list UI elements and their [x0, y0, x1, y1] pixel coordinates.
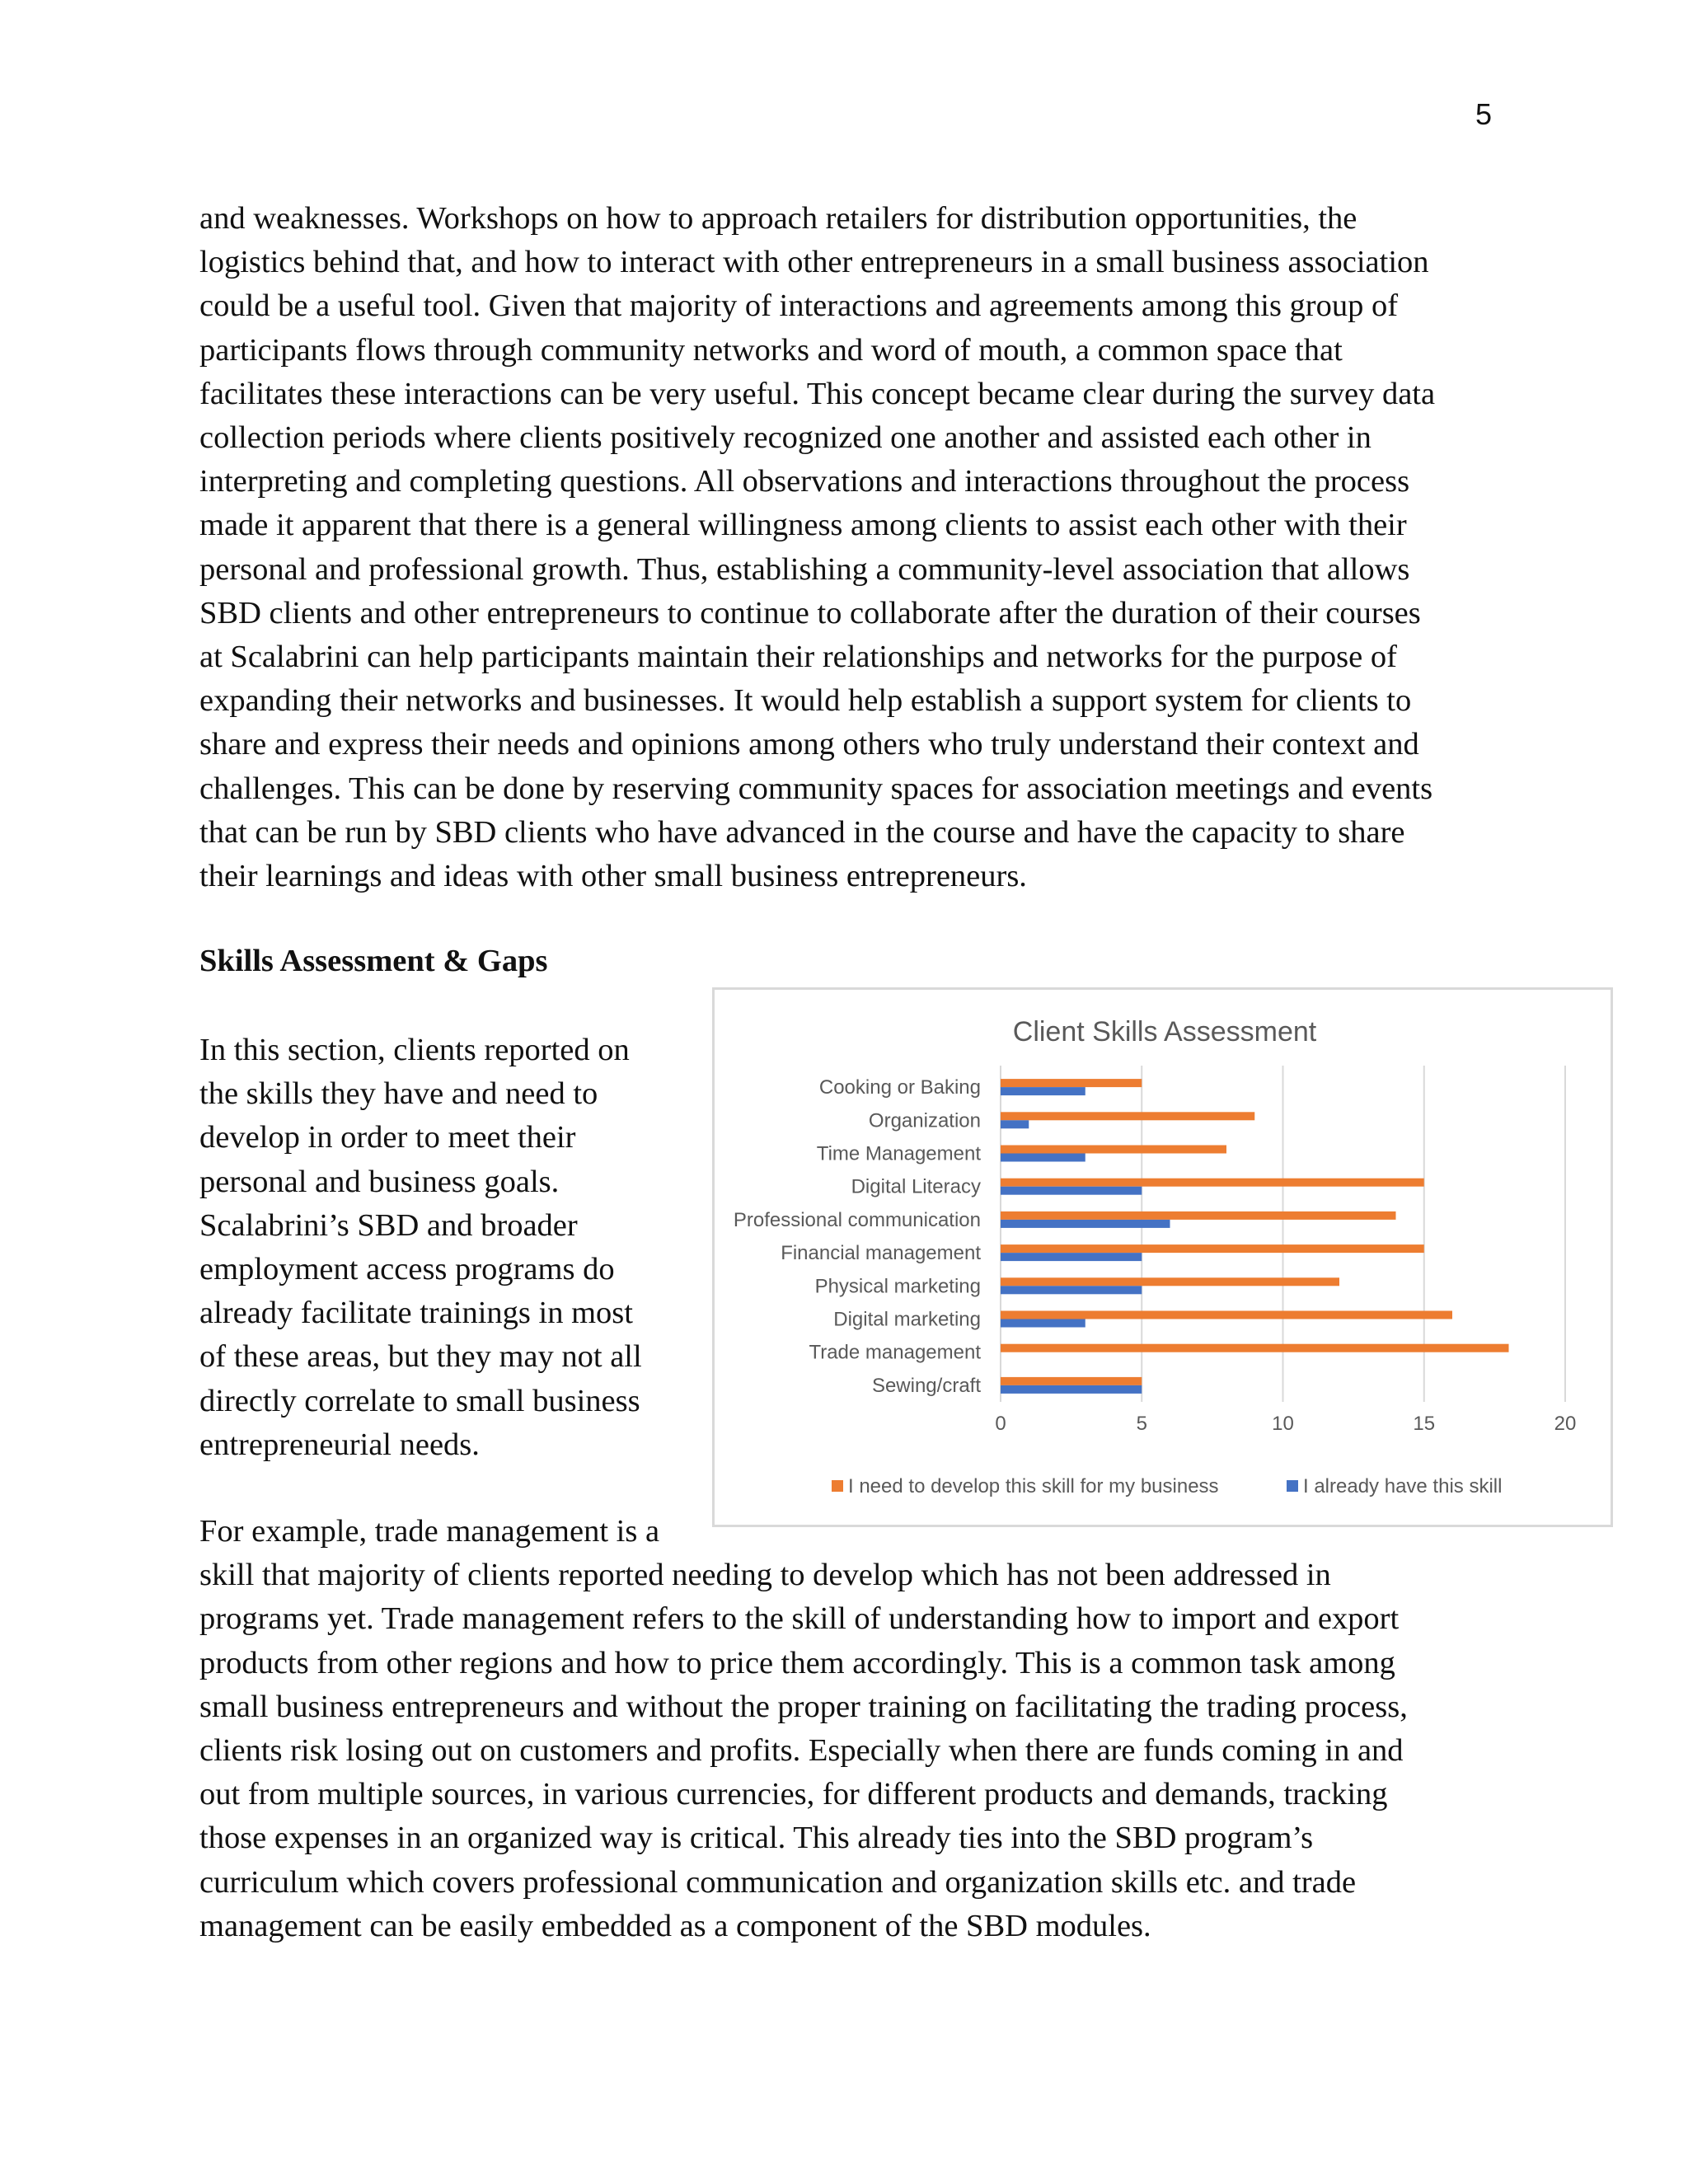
chart-bar-need	[1001, 1079, 1142, 1087]
intro-line: made it apparent that there is a general willingness among clients to assist each other with their	[199, 508, 1407, 543]
intro-line: challenges. This can be done by reserving community spaces for association meetings and events	[199, 771, 1433, 806]
page-number: 5	[1475, 97, 1492, 131]
intro-line: that can be run by SBD clients who have advanced in the course and have the capacity to share	[199, 814, 1405, 850]
chart-x-tick-label: 5	[1136, 1413, 1147, 1435]
chart-bar-have	[1001, 1154, 1085, 1162]
intro-line: interpreting and completing questions. All observations and interactions throughout the process	[199, 464, 1410, 499]
example-line: products from other regions and how to price them accordingly. This is a common task among	[199, 1645, 1395, 1680]
legend-swatch	[1287, 1480, 1298, 1492]
section-line: In this section, clients reported on	[199, 1033, 630, 1067]
intro-line: share and express their needs and opinions among others who truly understand their context and	[199, 727, 1419, 762]
example-line: For example, trade management is a	[199, 1514, 660, 1549]
chart-bar-need	[1001, 1311, 1452, 1319]
chart-bar-need	[1001, 1277, 1339, 1286]
section-line: entrepreneurial needs.	[199, 1427, 480, 1462]
chart-category-label: Financial management	[781, 1242, 981, 1265]
example-line: skill that majority of clients reported needing to develop which has not been addressed in	[199, 1558, 1331, 1593]
example-line: out from multiple sources, in various currencies, for different products and demands, tracking	[199, 1777, 1388, 1812]
chart-bar-have	[1001, 1187, 1142, 1195]
intro-line: facilitates these interactions can be very useful. This concept became clear during the survey data	[199, 376, 1436, 411]
legend-label: I already have this skill	[1303, 1475, 1503, 1497]
chart-x-tick-label: 15	[1413, 1413, 1436, 1435]
intro-line: their learnings and ideas with other small business entrepreneurs.	[199, 859, 1027, 893]
chart-bar-need	[1001, 1112, 1254, 1120]
chart-category-label: Sewing/craft	[871, 1374, 981, 1397]
legend-label: I need to develop this skill for my business	[848, 1475, 1219, 1497]
chart-bar-need	[1001, 1377, 1142, 1385]
example-line: small business entrepreneurs and without the proper training on facilitating the trading process,	[199, 1689, 1408, 1724]
section-line: personal and business goals.	[199, 1164, 560, 1199]
example-line: curriculum which covers professional communication and organization skills etc. and trade	[199, 1864, 1357, 1900]
chart-x-tick-label: 20	[1554, 1413, 1577, 1435]
chart-canvas	[715, 990, 1615, 1530]
legend-swatch	[832, 1480, 843, 1492]
chart-bar-need	[1001, 1244, 1424, 1253]
intro-line: participants flows through community networks and word of mouth, a common space that	[199, 332, 1343, 368]
chart-bar-have	[1001, 1319, 1085, 1328]
intro-line: collection periods where clients positively recognized one another and assisted each other in	[199, 420, 1372, 455]
chart-bar-have	[1001, 1087, 1085, 1095]
intro-line: at Scalabrini can help participants maintain their relationships and networks for the purpose of	[199, 640, 1397, 674]
example-line: those expenses in an organized way is critical. This already ties into the SBD program’s	[199, 1821, 1314, 1856]
example-line: programs yet. Trade management refers to the skill of understanding how to import and export	[199, 1601, 1400, 1637]
chart-x-tick-label: 0	[995, 1413, 1006, 1435]
chart-bar-need	[1001, 1179, 1424, 1187]
chart-bar-have	[1001, 1220, 1170, 1228]
intro-line: SBD clients and other entrepreneurs to continue to collaborate after the duration of their courses	[199, 595, 1421, 630]
section-line: already facilitate trainings in most	[199, 1296, 633, 1331]
chart-category-label: Professional communication	[733, 1208, 981, 1231]
chart-category-label: Digital Literacy	[851, 1175, 981, 1198]
chart-bar-have	[1001, 1286, 1142, 1294]
chart-bar-need	[1001, 1344, 1509, 1352]
intro-line: personal and professional growth. Thus, establishing a community-level association that allows	[199, 551, 1410, 587]
chart-bar-have	[1001, 1253, 1142, 1261]
section-line: the skills they have and need to	[199, 1076, 598, 1112]
chart-category-label: Cooking or Baking	[818, 1076, 981, 1099]
chart-bar-have	[1001, 1120, 1029, 1128]
chart-category-label: Digital marketing	[833, 1308, 981, 1331]
skills-chart	[712, 987, 1613, 1527]
intro-line: could be a useful tool. Given that majority of interactions and agreements among this group of	[199, 288, 1399, 324]
chart-title: Client Skills Assessment	[1012, 1016, 1317, 1047]
chart-category-label: Physical marketing	[814, 1275, 981, 1298]
intro-line: logistics behind that, and how to interact with other entrepreneurs in a small business association	[199, 245, 1429, 280]
section-line: develop in order to meet their	[199, 1120, 576, 1155]
intro-line: and weaknesses. Workshops on how to approach retailers for distribution opportunities, the	[199, 201, 1357, 236]
chart-bar-need	[1001, 1146, 1226, 1154]
section-line: Scalabrini’s SBD and broader	[199, 1207, 578, 1243]
example-line: clients risk losing out on customers and profits. Especially when there are funds coming in and	[199, 1733, 1404, 1768]
chart-category-label: Organization	[868, 1109, 981, 1132]
chart-x-tick-label: 10	[1272, 1413, 1294, 1435]
section-line: employment access programs do	[199, 1252, 615, 1286]
chart-category-label: Time Management	[816, 1142, 981, 1165]
chart-category-label: Trade management	[809, 1341, 981, 1364]
chart-bar-have	[1001, 1385, 1142, 1394]
section-line: of these areas, but they may not all	[199, 1339, 642, 1375]
section-line: directly correlate to small business	[199, 1383, 640, 1418]
intro-line: expanding their networks and businesses. It would help establish a support system for clients to	[199, 683, 1412, 719]
section-heading: Skills Assessment & Gaps	[199, 944, 548, 978]
example-line: management can be easily embedded as a component of the SBD modules.	[199, 1908, 1151, 1943]
chart-bar-need	[1001, 1212, 1396, 1220]
